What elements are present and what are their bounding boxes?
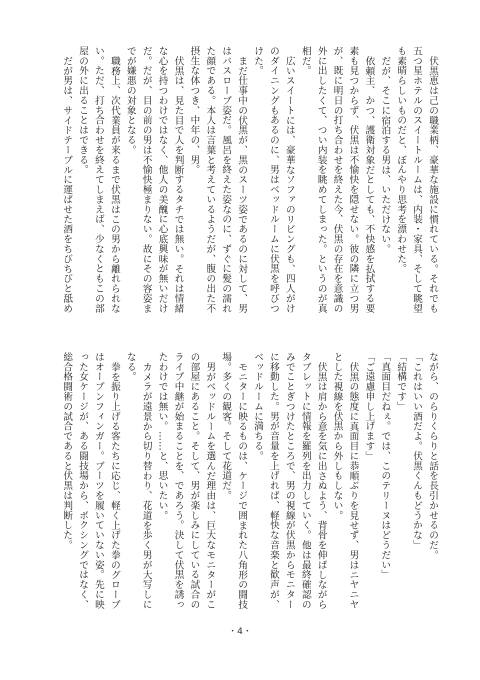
paragraph: カメラが遠景から切り替わり、花道を歩く男が大写しになる。 [124, 352, 152, 610]
paragraph: 広いスイートには、豪華なソファのリビングも、四人がけのダイニングもあるのに、男はベッドルームに伏黒を呼びつけた。 [252, 46, 295, 314]
paragraph: モニターに映るものは、ケージで囲まれた八角形の闘技場。多くの観客。そして花道だ。 [220, 352, 248, 610]
paragraph: 伏黒は肩から意を気に出さぬよう、背骨を伸ばしながらタブレットに情報を羅列を出力していく。他は最終確認のみでことぎつけたところで、男の視線が伏黒からモニターに移動した。男が音量を上げれば、軽快な音楽と歓声が、ベッドルームに満ちる。 [252, 352, 327, 610]
paragraph: まだ仕事中の伏黒が、黒のスーツ姿であるのに対して、男はバスローブ姿だ。風呂を終えた姿なのに、ずぐに髪の濡れた顔である。本人は言葉と考えているようだが、腹の出た不摂生な体つき、中年の、男。 [188, 46, 248, 314]
paragraph: 男がベッドルームを選んだ理由は、巨大なモニターがこの部屋にあること。そして、男が楽しみにしている試合のライブ中継が始まることを、であろう。決して伏黒を誘ったわけでは無い。……と、思いたい。 [156, 352, 216, 610]
dialogue-line: 「ご遠慮申し上げます」 [363, 352, 375, 461]
dialogue-line: 「真面目だねぇ。では、このテリーヌはどうだい」 [379, 352, 391, 580]
paragraph: 伏黒の態度に真面目に恭順ぶりを見せず、男はニヤニヤとした視線を伏黒から外しもしない。 [331, 352, 359, 610]
paragraph: 依頼主、かつ、護衛対象だとしても、不快感を払拭する要素も見つからず、伏黒は不愉快を隠せない。彼の隣に立つ男が、既に明日の打ち合わせを終えた今、伏黒の存在を意識の外に出したくて、つい内装を眺めてしまった。というのが真相だ。 [299, 46, 375, 314]
text-block-top [40, 46, 440, 318]
paragraph: 伏黒恵は己の職業柄、豪華な施設に慣れている。それでも五つ星ホテルのスイートルームは、内装・家具、そして眺望も素晴らしいものだと、ぼんやり思考を漂わせた。 [395, 46, 438, 314]
text-block-bottom [40, 352, 440, 614]
paragraph: だが、そこに宿泊する男は、いただけない。 [379, 55, 391, 254]
dialogue-line: 「これはいい酒だよ。伏黒くんもどうかな」 [411, 352, 423, 550]
paragraph: ながら、のらりくらりと話を長引かせるのだ。 [427, 352, 438, 560]
paragraph: 職務上、次代業員が来るまで伏黒はこの男から離れられない。ただ、打ち合わせを終えてしまえば、少なくともこの部屋の外に出ることはできる。 [77, 46, 120, 314]
paragraph: 拳を振り上げる客たちに応じ、軽く上げた拳のグローブはオープンフィンガー。ブーツを履いていない姿。先に映った女ケージが、ある闘技場から、ボクシングではなく、総合格闘術の試合であると伏黒は判断した。 [61, 352, 120, 610]
page-number: ・4・ [228, 627, 252, 637]
paragraph: 伏黒は、見た目で人を判断するタチでは無い。それは情緒な心を持つわけではなく、他人の美醜に心底興味が無いだけだ。だが、目の前の男は不愉快極まりない。故にその容姿までが嫌悪の対象となる。 [124, 46, 184, 314]
paragraph: だが男は、サイドテーブルに運ばせた酒をちびちびと舐め [61, 55, 73, 313]
dialogue-line: 「結構です」 [395, 352, 407, 412]
